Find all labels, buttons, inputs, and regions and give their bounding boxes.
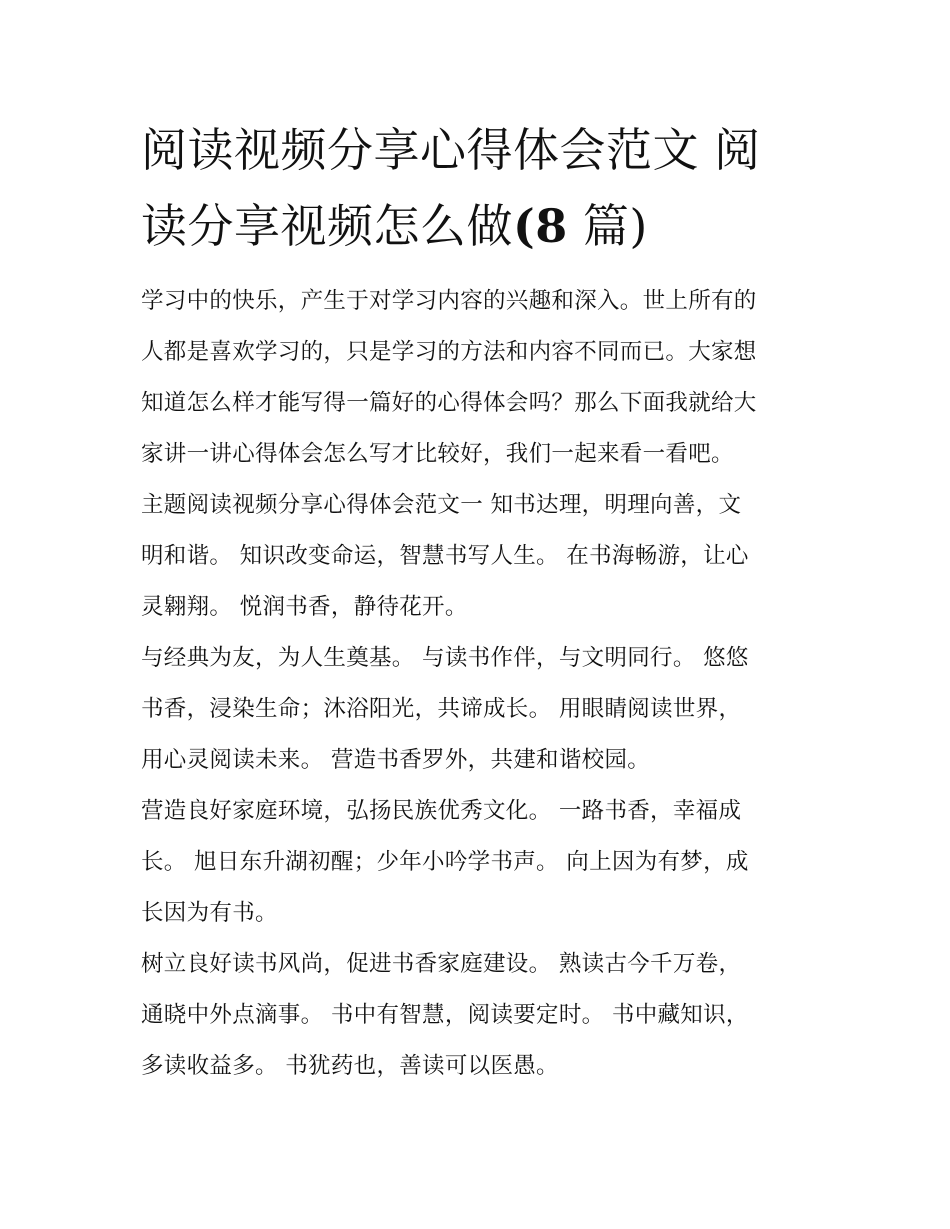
text-line: 人都是喜欢学习的，只是学习的方法和内容不同而已。大家想: [141, 339, 757, 365]
document-page: [141, 112, 813, 1092]
title-count-number: (8: [513, 199, 568, 253]
text-line: 与经典为友，为人生奠基。 与读书作伴，与文明同行。 悠悠: [141, 645, 749, 671]
text-line: 树立良好读书风尚，促进书香家庭建设。 熟读古今千万卷，: [141, 951, 742, 977]
text-line: 知道怎么样才能写得一篇好的心得体会吗？那么下面我就给大: [141, 390, 757, 416]
text-line: 灵翱翔。 悦润书香，静待花开。: [141, 594, 468, 620]
paragraph-1: [141, 480, 813, 633]
paragraph-intro: [141, 276, 813, 480]
title-line: [141, 188, 813, 264]
paragraph-4: [141, 939, 813, 1092]
text-line: 学习中的快乐，产生于对学习内容的兴趣和深入。世上所有的: [141, 288, 757, 314]
text-line: 明和谐。 知识改变命运，智慧书写人生。 在书海畅游，让心: [141, 543, 749, 569]
text-line: 主题阅读视频分享心得体会范文一 知书达理，明理向善，文: [141, 492, 742, 518]
text-line: 长因为有书。: [141, 900, 278, 926]
paragraph-3: [141, 786, 813, 939]
text-line: 多读收益多。 书犹药也，善读可以医愚。: [141, 1053, 559, 1079]
text-line: 营造良好家庭环境，弘扬民族优秀文化。 一路书香，幸福成: [141, 798, 742, 824]
title-line-text: 阅读视频分享心得体会范文 阅: [141, 123, 761, 177]
paragraph-2: [141, 633, 813, 786]
document-title: [141, 112, 813, 264]
title-line-text: 读分享视频怎么做: [141, 199, 513, 253]
text-line: 通晓中外点滴事。 书中有智慧，阅读要定时。 书中藏知识，: [141, 1002, 749, 1028]
text-line: 书香，浸染生命；沐浴阳光，共谛成长。 用眼睛阅读世界，: [141, 696, 742, 722]
text-line: 用心灵阅读未来。 营造书香罗外，共建和谐校园。: [141, 747, 651, 773]
text-line: 家讲一讲心得体会怎么写才比较好，我们一起来看一看吧。: [141, 441, 734, 467]
title-count-suffix: 篇): [567, 199, 648, 253]
document-body: [141, 276, 813, 1092]
text-line: 长。 旭日东升湖初醒；少年小吟学书声。 向上因为有梦，成: [141, 849, 749, 875]
title-line: [141, 112, 813, 188]
